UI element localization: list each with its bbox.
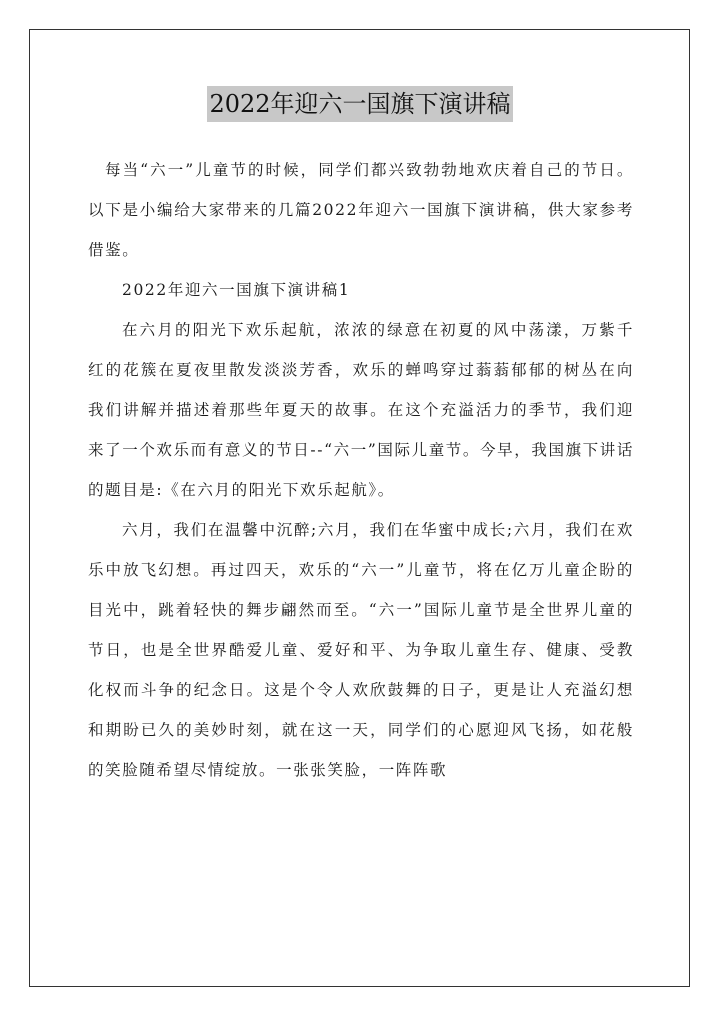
- intro-paragraph: 每当“六一”儿童节的时候，同学们都兴致勃勃地欢庆着自己的节日。以下是小编给大家带来的几篇2022年迎六一国旗下演讲稿，供大家参考借鉴。: [88, 161, 634, 259]
- title-container: [0, 86, 720, 122]
- body-paragraph: 在六月的阳光下欢乐起航，浓浓的绿意在初夏的风中荡漾，万紫千红的花簇在夏夜里散发淡淡芳香，欢乐的蝉鸣穿过蓊蓊郁郁的树丛在向我们讲解并描述着那些年夏天的故事。在这个充溢活力的季节，我们迎来了一个欢乐而有意义的节日--“六一”国际儿童节。今早，我国旗下讲话的题目是:《在六月的阳光下欢乐起航》。: [88, 321, 634, 499]
- document-body: [88, 150, 634, 790]
- body-paragraph: 六月，我们在温馨中沉醉;六月，我们在华蜜中成长;六月，我们在欢乐中放飞幻想。再过四天，欢乐的“六一”儿童节，将在亿万儿童企盼的目光中，跳着轻快的舞步翩然而至。“六一”国际儿童节是全世界儿童的节日，也是全世界酷爱儿童、爱好和平、为争取儿童生存、健康、受教化权而斗争的纪念日。这是个令人欢欣鼓舞的日子，更是让人充溢幻想和期盼已久的美妙时刻，就在这一天，同学们的心愿迎风飞扬，如花般的笑脸随希望尽情绽放。一张张笑脸，一阵阵歌: [88, 521, 634, 779]
- section-heading: 2022年迎六一国旗下演讲稿1: [122, 281, 351, 299]
- document-title: 2022年迎六一国旗下演讲稿: [207, 86, 512, 122]
